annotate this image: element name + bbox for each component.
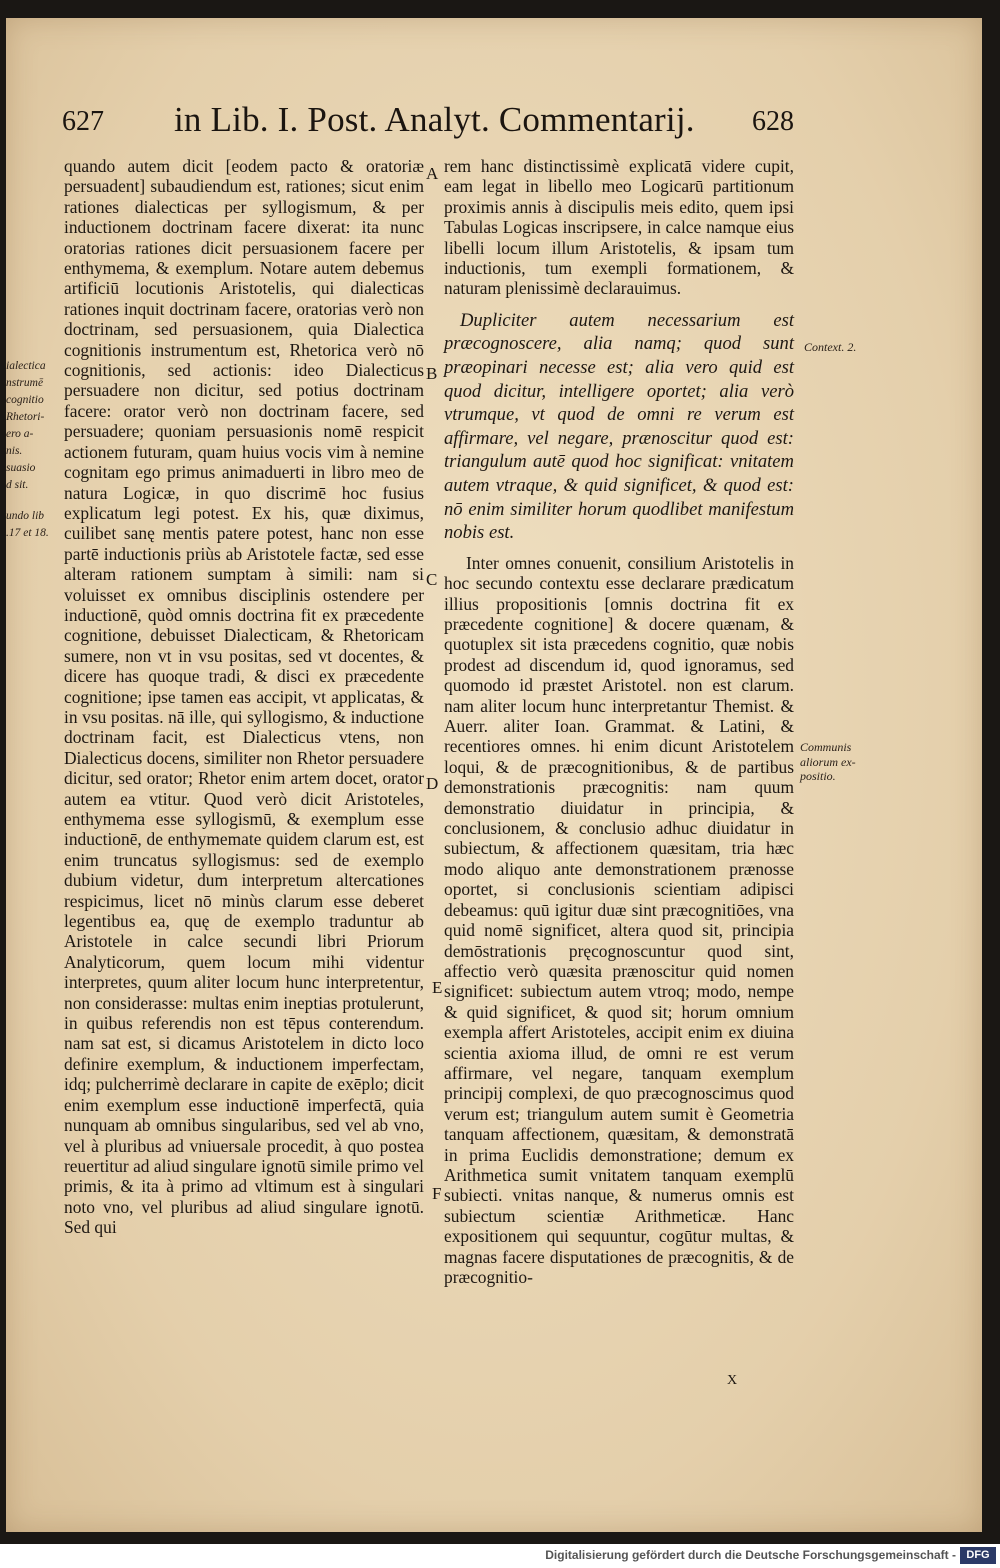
- book-page: [6, 18, 982, 1532]
- dfg-logo-icon: DFG: [960, 1547, 996, 1564]
- margin-note-line: .17 et 18.: [6, 527, 49, 539]
- footer-credit: Digitalisierung gefördert durch die Deutsche Forschungsgemeinschaft -: [545, 1548, 956, 1562]
- margin-note-line: suasio: [6, 462, 36, 474]
- margin-note-line: cognitio: [6, 394, 44, 406]
- margin-note-line: ialectica: [6, 360, 46, 372]
- section-letter-f: F: [432, 1184, 442, 1203]
- commentary-body: Inter omnes conuenit, consilium Aristotelis in hoc secundo contextu esse declarare prædicatum illius propositionis [omnis doctrina fit ex præcedente cognitione] & docere quænam, & quotuplex sit ista præcedens cognitio, quæ nobis prodest ad discendum id, quod ignoramus, sed quomodo id præstet Aristotel. non est clarum. nam aliter locum hunc interpretantur Themist. & Auerr. aliter Ioan. Grammat. & Latini, & recentiores omnes. hi enim dicunt Aristotelem loqui, & de præcognitionibus, & de partibus demonstrationis præcognitis: nam quum demonstratio diuidatur in principia, & conclusionem, & conclusio adhuc diuidatur in subiectum, & affectionem quæsitam, tria hæc modo aliquo ante demonstrationem prænosse oportet, si conclusionis scientiam adipisci debeamus: quū igitur duæ sint præcognitiōes, vna quid nomē significet, altera quod sit, principia demōstrationis pręcognoscuntur quod sint, affectio verò quæsita prænoscitur quid nomen significet: subiectum autem vtroq; modo, nempe & quid significet, & quod sit; horum omnium exempla affert Aristoteles, accipit enim ex diuina scientia axioma illud, de omni re est verum affirmare, vel negare, tanquam exemplum principij complexi, de quo præcognoscimus quod verum est; triangulum autem sumit è Geometria tanquam affectionem, quæsitam, & demonstratā in prima Euclidis demonstratione; demum ex Arithmetica sumit vnitatem tanquam exemplū subiecti. vnitas nanque, & numerus omnis est subiectum scientiæ Arithmeticæ. Hanc expositionem qui sequuntur, cogūtur multas, & magnas facere disputationes de præcognitis, & de præcognitio-: [444, 552, 794, 1287]
- page-number-right: 628: [752, 106, 794, 137]
- margin-note-communis: [800, 740, 880, 784]
- left-marginalia: [6, 358, 68, 542]
- left-column: [64, 156, 424, 1238]
- section-letter-d: D: [426, 774, 439, 793]
- margin-note-line: nstrumē: [6, 377, 44, 389]
- right-column-intro: rem hanc distinctissimè explicatā videre cupit, eam legat in libello meo Logicarū partitionum proximis annis à discipulis meis edito, quem ipsi Tabulas Logicas inscripsere, in calce namque eius libelli locum illum Aristotelis, & ipsam tum inductionis, tum exempli formationem, & naturam plenissimè declarauimus.: [444, 156, 794, 299]
- section-letter-a: A: [426, 164, 439, 183]
- margin-note-line: nis.: [6, 445, 23, 457]
- signature-mark: X: [727, 1373, 738, 1388]
- margin-note-context: [804, 340, 884, 355]
- margin-note-line: undo lib: [6, 510, 45, 522]
- section-letter-c: C: [426, 570, 438, 589]
- section-letter-b: B: [426, 364, 438, 383]
- margin-note-line: ero a-: [6, 428, 34, 440]
- margin-note-line: Communis: [800, 740, 852, 754]
- margin-note-line: Rhetori-: [6, 411, 45, 423]
- margin-note-line: positio.: [800, 769, 836, 783]
- margin-note-line: d sit.: [6, 479, 29, 491]
- section-letter-e: E: [432, 978, 443, 997]
- footer-bar: [0, 1544, 1000, 1568]
- page-header: [6, 100, 982, 148]
- running-title: in Lib. I. Post. Analyt. Commentarij.: [174, 100, 695, 139]
- aristotle-quotation: Dupliciter autem necessarium est præcognoscere, alia namq; quod sunt præopinari necesse est; alia vero quid est quod dicitur, intelligere oportet; alia verò vtrumque, vt quod de omni re verum est affirmare, vel negare, prænoscitur quod est: triangulum autē quod hoc significat: vnitatem autem vtraque, & quid significet, & quod est: nō enim similiter horum quodlibet manifestum nobis est.: [444, 309, 794, 544]
- margin-note-line: aliorum ex-: [800, 754, 856, 769]
- right-column: [444, 156, 794, 1287]
- context-number: Context. 2.: [804, 340, 857, 354]
- page-number-left: 627: [62, 106, 104, 137]
- left-column-text: quando autem dicit [eodem pacto & oratoriæ persuadent] subaudiendum est, rationes; sicut enim rationes dialecticas per syllogismum, & per inductionem doctrinam facere dixerat: ita nunc oratorias rationes dicit persuasionem facere per enthymema, & exemplum. Notare autem debemus artificiū locutionis Aristotelis, qui dialecticas rationes inquit doctrinam facere, oratorias verò non doctrinam, sed persuasionem, quia Dialectica cognitionis instrumentum est, Rhetorica verò nō cognitionis, sed actionis: ideo Dialecticus persuadere non dicitur, sed potius doctrinam facere: orator verò non doctrinam facere, sed persuadere; quoniam persuasionis nomē respicit actionem futuram, quam huius vocis vim à nemine cognitam ego primus animaduerti in libro meo de natura Logicæ, in quo discrimē hoc fusius explicatum legi potest. Ex his, quæ diximus, cuilibet sanę mentis patere potest, hanc non esse partē inductionis priùs ab Aristotele factæ, sed esse alteram rationem sumptam à simili: nam si voluisset ex omnibus disciplinis ostendere per inductionē, quòd omnis doctrina fit ex præcedente cognitione, debuisset Dialecticam, & Rhetoricam sumere, non vt in vsu positas, sed vt docentes, & dicere has quoque tradi, & disci ex præcedente cognitione; ipse tamen eas accipit, vt applicatas, & in vsu positas. nā ille, qui syllogismo, & inductione doctrinam facit, est Dialecticus vtens, non Dialecticus docens, similiter non Rhetor persuadere dicitur, sed orator; Rhetor enim artem docet, orator autem ea vtitur. Quod verò dicit Aristoteles, enthymema esse syllogismū, & exemplum esse inductionē, de enthymemate quidem clarum est, est enim truncatus syllogismus: sed de exemplo dubium videtur, dum interpretum altercationes respicimus, licet nō minùs clarum esse deberet legentibus ea, quę de exemplo traduntur ab Aristotele in calce secundi libri Priorum Analyticorum, quem locum mihi videntur interpretes, quum aliter locum hunc interpretentur, non considerasse: multas enim ineptias protulerunt, in quibus referendis non est tēpus conterendum. nam sat est, si dicamus Aristotelem in dicto loco definire exemplum, & inductionem imperfectam, idq; pulcherrimè declarare in capite de exēplo; dicit enim exemplum esse inductionē imperfectā, quia nunquam ab omnibus singularibus, sed vel ab vno, vel à pluribus ad vniuersale procedit, à quo postea reuertitur ad aliud singulare ignotū simile primo vel primis, & ita à primo ad vltimum est à singulari noto vno, vel pluribus ad aliud singulare ignotū. Sed qui: [64, 156, 424, 1238]
